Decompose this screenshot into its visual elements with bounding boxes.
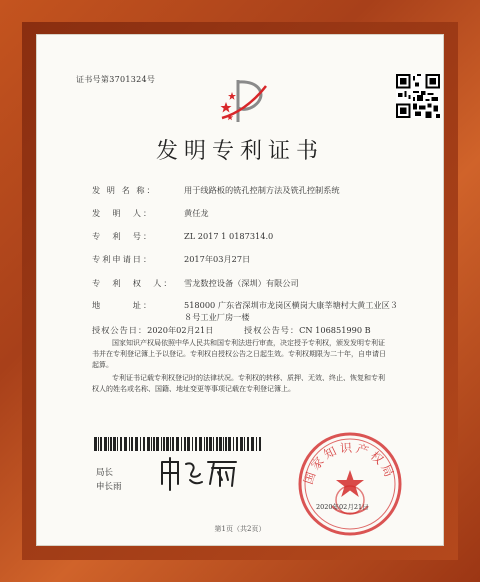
field-label: 专 利 权 人： [92, 278, 174, 288]
field-label: 专 利 号： [92, 231, 154, 241]
field-value: 2017年03月27日 [184, 254, 251, 264]
field-value: 518000 广东省深圳市龙岗区横岗大康莘塘村大黄工业区３ [184, 300, 398, 310]
signature-title: 局长 [96, 468, 114, 478]
field-grant-number [244, 325, 371, 336]
field-address [92, 300, 398, 311]
qr-code [396, 74, 440, 118]
field-invention-name [92, 185, 340, 196]
barcode [94, 437, 262, 451]
field-address-line2 [92, 312, 250, 323]
patent-office-logo [216, 74, 276, 130]
field-label: 授权公告日： [92, 325, 148, 335]
field-label: 专利申请日： [92, 254, 154, 264]
handwritten-signature [156, 454, 246, 494]
field-value: 用于线路板的铣孔控制方法及铣孔控制系统 [184, 185, 340, 195]
field-grant-date [92, 325, 213, 336]
field-inventor [92, 208, 209, 219]
field-patent-number [92, 231, 273, 242]
field-label: 发 明 人： [92, 208, 154, 218]
field-patentee [92, 278, 299, 289]
certificate-number: 证书号第3701324号 [76, 75, 156, 84]
official-seal [296, 430, 404, 538]
field-value: 黄任龙 [184, 208, 209, 218]
legal-notice: 专利证书记载专利权登记时的法律状况。专利权的转移、质押、无效、终止、恢复和专利权人的姓名或名称、国籍、地址变更等事项记载在专利登记簿上。 [92, 374, 385, 393]
signature-name: 申长雨 [96, 482, 122, 492]
certificate-title: 发明专利证书 [155, 139, 324, 164]
field-label: 授权公告号： [244, 325, 300, 335]
field-value: ZL 2017 1 0187314.0 [184, 231, 274, 241]
field-application-date [92, 254, 250, 265]
field-value: ８号工业厂房一楼 [184, 312, 250, 322]
field-label: 发 明 名 称： [92, 185, 157, 195]
grant-statement: 国家知识产权局依照中华人民共和国专利法进行审查，决定授予专利权，颁发发明专利证书并在专利登记簿上予以登记。专利权自授权公告之日起生效。专利权期限为二十年，自申请日起算。 [92, 339, 386, 369]
field-value: 2020年02月21日 [147, 325, 214, 335]
seal-date: 2020年02月21日 [316, 503, 369, 511]
certificate-paper [36, 34, 444, 546]
field-value: CN 106851990 B [299, 325, 371, 335]
svg-text:国家知识产权局: 国家知识产权局 [301, 440, 398, 487]
field-value: 雪龙数控设备（深圳）有限公司 [184, 278, 299, 288]
page-number: 第1页（共2页） [214, 525, 266, 533]
field-label: 地 址： [92, 300, 154, 310]
